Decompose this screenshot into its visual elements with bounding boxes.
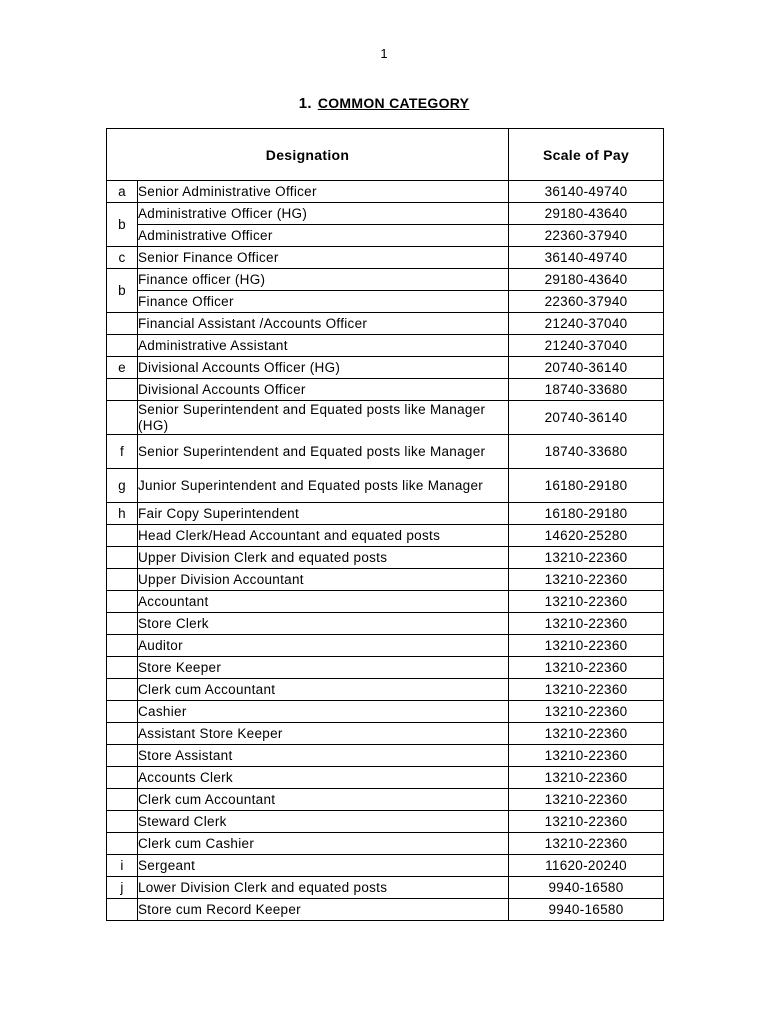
designation-cell: Clerk cum Accountant [138,789,509,811]
table-row [107,525,664,547]
table-row [107,203,664,225]
designation-cell: Clerk cum Cashier [138,833,509,855]
table-row [107,401,664,435]
pay-cell: 13210-22360 [509,547,664,569]
row-label [107,313,138,335]
table-row [107,547,664,569]
designation-cell: Steward Clerk [138,811,509,833]
designation-cell: Fair Copy Superintendent [138,503,509,525]
row-label [107,379,138,401]
row-label: a [107,181,138,203]
pay-cell: 14620-25280 [509,525,664,547]
table-row [107,635,664,657]
pay-cell: 13210-22360 [509,635,664,657]
pay-cell: 29180-43640 [509,269,664,291]
designation-cell: Cashier [138,701,509,723]
designation-cell: Senior Superintendent and Equated posts like Manager [138,435,509,469]
designation-cell: Senior Superintendent and Equated posts like Manager (HG) [138,401,509,435]
row-label [107,899,138,921]
pay-cell: 29180-43640 [509,203,664,225]
designation-cell: Clerk cum Accountant [138,679,509,701]
designation-cell: Senior Finance Officer [138,247,509,269]
designation-cell: Head Clerk/Head Accountant and equated posts [138,525,509,547]
pay-cell: 13210-22360 [509,723,664,745]
designation-cell: Junior Superintendent and Equated posts like Manager [138,469,509,503]
row-label: c [107,247,138,269]
table-row [107,767,664,789]
pay-cell: 13210-22360 [509,701,664,723]
row-label: b [107,269,138,313]
designation-cell: Assistant Store Keeper [138,723,509,745]
pay-cell: 21240-37040 [509,335,664,357]
designation-cell: Auditor [138,635,509,657]
pay-scale-table [106,128,664,921]
pay-cell: 18740-33680 [509,435,664,469]
designation-cell: Accounts Clerk [138,767,509,789]
pay-cell: 22360-37940 [509,225,664,247]
row-label [107,547,138,569]
row-label [107,335,138,357]
scale-of-pay-header: Scale of Pay [509,129,664,181]
row-label [107,613,138,635]
designation-cell: Store Clerk [138,613,509,635]
pay-cell: 11620-20240 [509,855,664,877]
section-number: 1. [298,95,312,112]
designation-cell: Finance Officer [138,291,509,313]
row-label [107,745,138,767]
pay-cell: 13210-22360 [509,811,664,833]
designation-header: Designation [107,129,509,181]
table-row [107,435,664,469]
pay-cell: 16180-29180 [509,503,664,525]
row-label: b [107,203,138,247]
pay-cell: 13210-22360 [509,833,664,855]
table-row [107,855,664,877]
table-row [107,613,664,635]
table-row [107,357,664,379]
row-label [107,679,138,701]
table-row [107,247,664,269]
table-row [107,679,664,701]
table-row [107,181,664,203]
designation-cell: Store Assistant [138,745,509,767]
row-label [107,657,138,679]
designation-cell: Divisional Accounts Officer [138,379,509,401]
row-label [107,401,138,435]
table-row [107,877,664,899]
pay-cell: 20740-36140 [509,357,664,379]
row-label: h [107,503,138,525]
pay-cell: 18740-33680 [509,379,664,401]
table-row [107,723,664,745]
table-row [107,745,664,767]
table-row [107,469,664,503]
table-row [107,569,664,591]
table-row [107,899,664,921]
row-label: f [107,435,138,469]
designation-cell: Administrative Assistant [138,335,509,357]
designation-cell: Upper Division Accountant [138,569,509,591]
table-row [107,335,664,357]
row-label: g [107,469,138,503]
table-row [107,657,664,679]
section-title [0,95,768,112]
pay-cell: 13210-22360 [509,613,664,635]
table-header-row [107,129,664,181]
row-label [107,635,138,657]
designation-cell: Finance officer (HG) [138,269,509,291]
row-label [107,723,138,745]
pay-cell: 16180-29180 [509,469,664,503]
designation-cell: Lower Division Clerk and equated posts [138,877,509,899]
row-label [107,591,138,613]
row-label [107,833,138,855]
pay-cell: 22360-37940 [509,291,664,313]
pay-cell: 13210-22360 [509,657,664,679]
table-row [107,503,664,525]
pay-cell: 13210-22360 [509,789,664,811]
pay-cell: 21240-37040 [509,313,664,335]
designation-cell: Administrative Officer [138,225,509,247]
designation-cell: Store Keeper [138,657,509,679]
table-row [107,313,664,335]
table-row [107,591,664,613]
designation-cell: Store cum Record Keeper [138,899,509,921]
designation-cell: Administrative Officer (HG) [138,203,509,225]
table-row [107,291,664,313]
designation-cell: Sergeant [138,855,509,877]
pay-cell: 13210-22360 [509,745,664,767]
pay-cell: 36140-49740 [509,181,664,203]
row-label: i [107,855,138,877]
pay-cell: 13210-22360 [509,591,664,613]
row-label: e [107,357,138,379]
row-label [107,525,138,547]
row-label [107,789,138,811]
pay-cell: 36140-49740 [509,247,664,269]
table-row [107,379,664,401]
table-row [107,269,664,291]
designation-cell: Upper Division Clerk and equated posts [138,547,509,569]
pay-cell: 20740-36140 [509,401,664,435]
table-row [107,701,664,723]
row-label [107,701,138,723]
designation-cell: Accountant [138,591,509,613]
section-title-text: COMMON CATEGORY [317,95,470,111]
pay-cell: 13210-22360 [509,569,664,591]
page-number: 1 [380,46,388,61]
row-label [107,767,138,789]
table-row [107,789,664,811]
table-row [107,225,664,247]
pay-cell: 9940-16580 [509,899,664,921]
row-label [107,569,138,591]
row-label: j [107,877,138,899]
table-row [107,833,664,855]
designation-cell: Divisional Accounts Officer (HG) [138,357,509,379]
table-row [107,811,664,833]
row-label [107,811,138,833]
pay-cell: 13210-22360 [509,767,664,789]
pay-cell: 9940-16580 [509,877,664,899]
pay-cell: 13210-22360 [509,679,664,701]
designation-cell: Financial Assistant /Accounts Officer [138,313,509,335]
designation-cell: Senior Administrative Officer [138,181,509,203]
